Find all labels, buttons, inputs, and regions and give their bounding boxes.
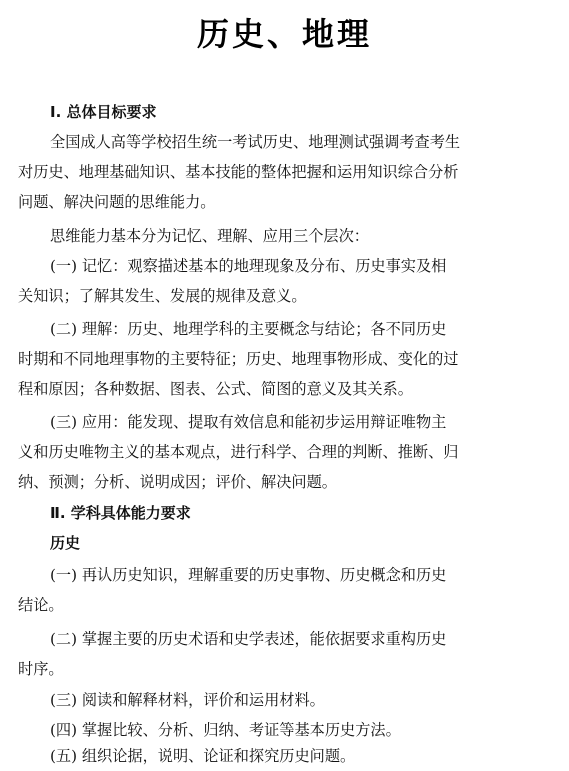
paragraph-line: 对历史、地理基础知识、基本技能的整体把握和运用知识综合分析 xyxy=(18,163,459,181)
subheading-history: 历史 xyxy=(50,534,81,552)
list-item-line: (四) 掌握比较、分析、归纳、考证等基本历史方法。 xyxy=(50,721,401,739)
section-heading-general-requirements: Ⅰ. 总体目标要求 xyxy=(50,103,157,121)
paragraph-line: (三) 应用：能发现、提取有效信息和能初步运用辩证唯物主 xyxy=(50,413,447,431)
list-item-line: (三) 阅读和解释材料，评价和运用材料。 xyxy=(50,691,325,709)
paragraph-line: 时期和不同地理事物的主要特征；历史、地理事物形成、变化的过 xyxy=(18,350,459,368)
list-item-line: (五) 组织论据，说明、论证和探究历史问题。 xyxy=(50,747,356,765)
list-item-line: 结论。 xyxy=(18,596,64,614)
section-heading-subject-requirements: Ⅱ. 学科具体能力要求 xyxy=(50,504,191,522)
paragraph-line: 纳、预测；分析、说明成因；评价、解决问题。 xyxy=(18,473,337,491)
paragraph-line: 关知识；了解其发生、发展的规律及意义。 xyxy=(18,287,307,305)
list-item-line: (二) 掌握主要的历史术语和史学表述，能依据要求重构历史 xyxy=(50,630,447,648)
paragraph-line: 义和历史唯物主义的基本观点，进行科学、合理的判断、推断、归 xyxy=(18,443,459,461)
list-item-line: 时序。 xyxy=(18,660,64,678)
paragraph-line: (一) 记忆：观察描述基本的地理现象及分布、历史事实及相 xyxy=(50,257,447,275)
paragraph-line: 思维能力基本分为记忆、理解、应用三个层次： xyxy=(50,227,369,245)
page-title: 历史、地理 xyxy=(196,15,372,53)
paragraph-line: (二) 理解：历史、地理学科的主要概念与结论；各不同历史 xyxy=(50,320,447,338)
paragraph-line: 问题、解决问题的思维能力。 xyxy=(18,193,216,211)
paragraph-line: 全国成人高等学校招生统一考试历史、地理测试强调考查考生 xyxy=(50,133,461,151)
list-item-line: (一) 再认历史知识，理解重要的历史事物、历史概念和历史 xyxy=(50,566,447,584)
paragraph-line: 程和原因；各种数据、图表、公式、简图的意义及其关系。 xyxy=(18,380,413,398)
